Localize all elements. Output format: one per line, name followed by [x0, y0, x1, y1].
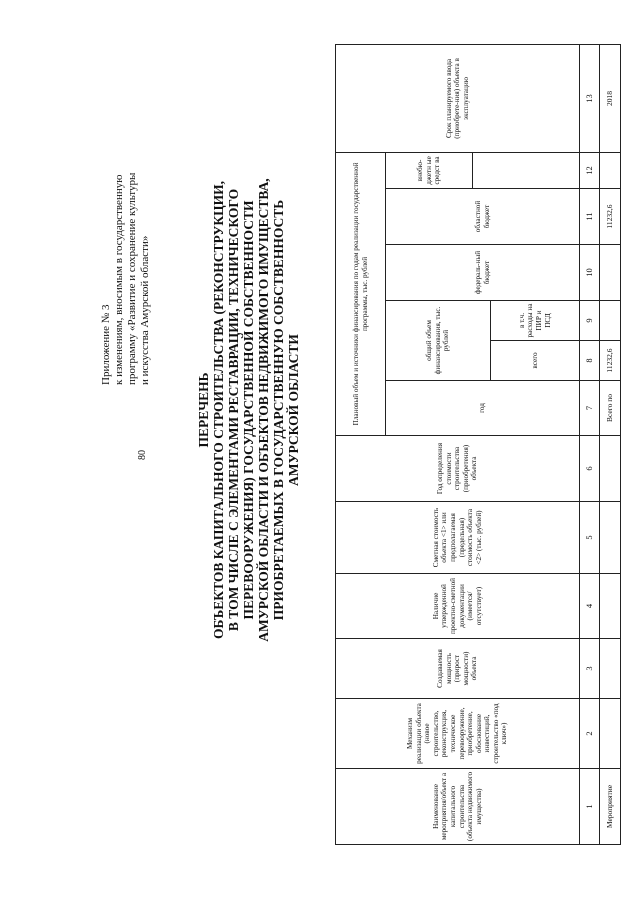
header-cost-year: Год определения стоимости строительства (приобретения) объекта: [336, 436, 580, 502]
empty-cell: [473, 152, 580, 188]
row-cell: [600, 502, 621, 574]
title-line: ОБЪЕКТОВ КАПИТАЛЬНОГО СТРОИТЕЛЬСТВА (РЕКОНСТРУКЦИИ,: [211, 181, 226, 640]
appendix-line: и искусства Амурской области»: [139, 235, 151, 385]
column-number: 4: [580, 574, 600, 639]
header-year: год: [386, 381, 580, 436]
title-line: В ТОМ ЧИСЛЕ С ЭЛЕМЕНТАМИ РЕСТАВРАЦИИ, ТЕХНИЧЕСКОГО: [226, 188, 241, 632]
column-number: 3: [580, 639, 600, 699]
row-cell: [600, 639, 621, 699]
appendix-line: Приложение № 3: [100, 304, 112, 385]
column-number: 13: [580, 44, 600, 152]
header-total-funding: общий объем финансирования, тыс. рублей: [386, 301, 491, 381]
title-line: АМУРСКОЙ ОБЛАСТИ: [286, 334, 301, 486]
column-number: 12: [580, 152, 600, 188]
row-cell: [600, 301, 621, 341]
header-design-docs: Наличие утвержденной проектно-сметной документации (имеется/отсутствует): [336, 574, 580, 639]
row-deadline: 2018: [600, 44, 621, 152]
column-number: 2: [580, 699, 600, 769]
header-incl-design: в т.ч. расходы на ПИР и ПСД: [491, 301, 580, 341]
column-number: 6: [580, 436, 600, 502]
column-number: 10: [580, 245, 600, 301]
title-line: ПЕРЕЧЕНЬ: [196, 372, 211, 448]
header-deadline: Срок планируемого ввода (приобрете-ния) объекта в эксплуатацию: [336, 44, 580, 152]
table-row: [600, 44, 621, 844]
row-cell: [600, 699, 621, 769]
header-regional: областной бюджет: [386, 189, 580, 245]
title-line: ПРИОБРЕТАЕМЫХ В ГОСУДАРСТВЕННУЮ СОБСТВЕННОСТЬ: [271, 199, 286, 621]
row-name: Мероприятие: [600, 769, 621, 845]
row-total: 11232,6: [600, 341, 621, 381]
column-number: 11: [580, 189, 600, 245]
appendix-line: к изменениям, вносимым в государственную: [113, 174, 125, 385]
column-number: 1: [580, 769, 600, 845]
row-cell: [600, 152, 621, 188]
header-federal: федераль-ный бюджет: [386, 245, 580, 301]
row-cell: [600, 436, 621, 502]
header-mechanism: Механизм реализации объекта (новое строительство, реконструкция, техническое перевооружение, приобретение, обоснование инвестиций, строительство «под ключ»): [336, 699, 580, 769]
appendix-line: программу «Развитие и сохранение культуры: [126, 172, 138, 385]
appendix-note: [100, 85, 152, 385]
row-year: Всего по: [600, 381, 621, 436]
header-estimated-cost: Сметная стоимость объекта <1> или предполагаемая (предельная) стоимость объекта <2> (тыс. рублей): [336, 502, 580, 574]
page-number: 80: [137, 450, 148, 460]
row-regional: 11232,6: [600, 189, 621, 245]
row-cell: [600, 574, 621, 639]
column-number: 7: [580, 381, 600, 436]
document-title: [196, 150, 301, 670]
header-capacity: Создаваемая мощность (прирост мощности) объекта: [336, 639, 580, 699]
title-line: ПЕРЕВООРУЖЕНИЯ) ГОСУДАРСТВЕННОЙ СОБСТВЕННОСТИ: [241, 200, 256, 620]
header-object-name: Наименование мероприятия/объект а капитального строительства (объекта недвижимого имущества): [336, 769, 580, 845]
header-funding: Плановый объем и источники финансирования по годам реализации государственной программы, тыс. рублей: [336, 152, 386, 435]
column-number: 8: [580, 341, 600, 381]
column-number: 5: [580, 502, 600, 574]
column-number: 9: [580, 301, 600, 341]
objects-table: [335, 44, 621, 845]
header-offbudget: внебю-джетн ые средст ва: [386, 152, 473, 188]
header-total: всего: [491, 341, 580, 381]
row-cell: [600, 245, 621, 301]
title-line: АМУРСКОЙ ОБЛАСТИ И ОБЪЕКТОВ НЕДВИЖИМОГО ИМУЩЕСТВА,: [256, 178, 271, 642]
